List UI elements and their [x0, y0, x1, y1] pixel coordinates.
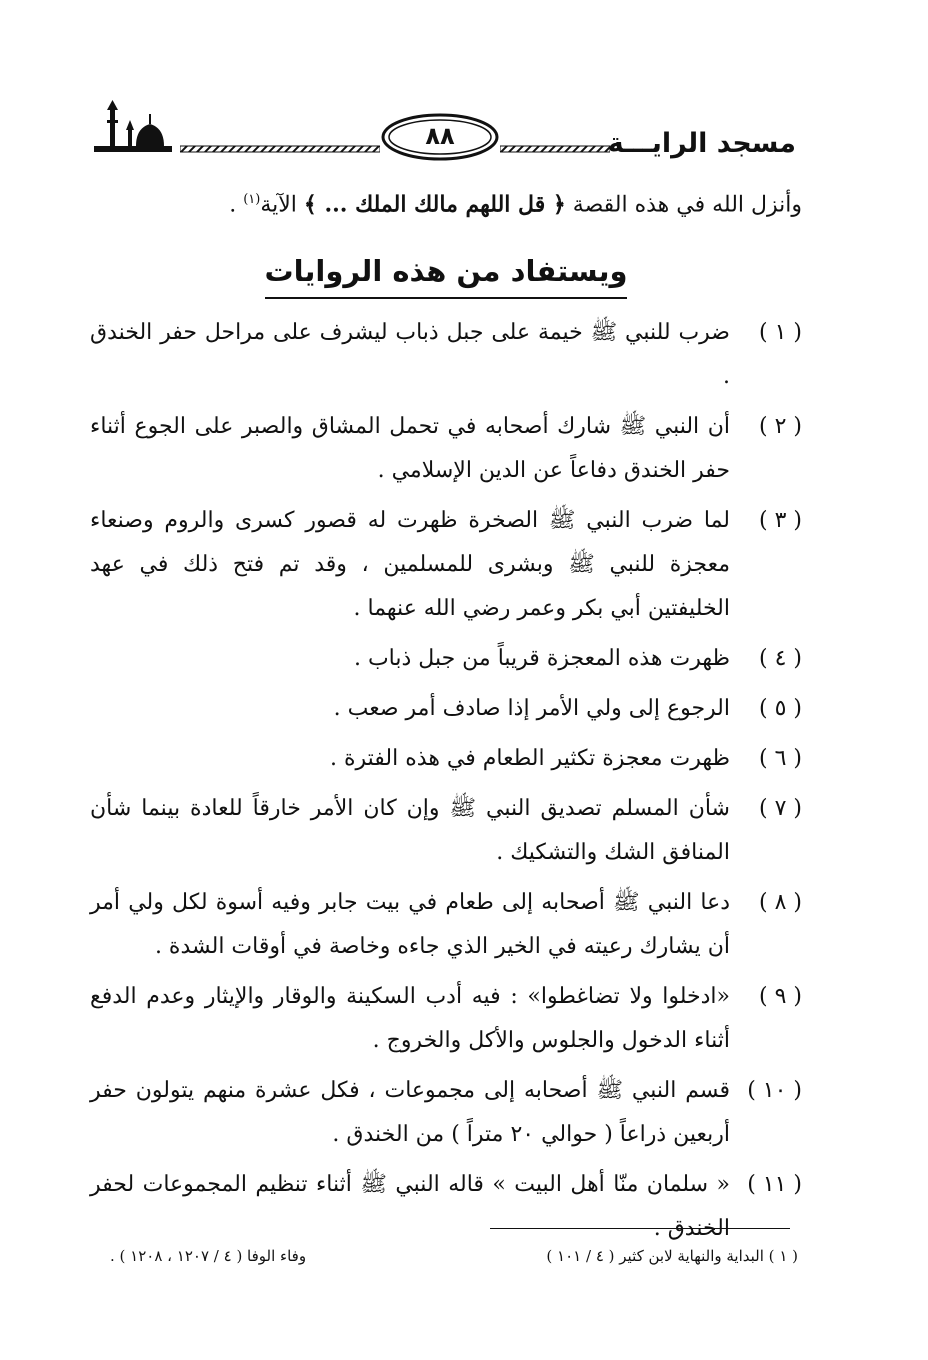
item-number: ( ١١ ) [747, 1172, 802, 1198]
item-text: « سلمان منّا أهل البيت » قاله النبي ﷺ أثناء تنظيم المجموعات لحفر الخندق . [90, 1172, 730, 1242]
item-text: دعا النبي ﷺ أصحابه إلى طعام في بيت جابر وفيه أسوة لكل ولي أمر أن يشارك رعيته في الخير الذي جاءه وخاصة في أوقات الشدة . [90, 890, 730, 960]
item-text: ظهرت هذه المعجزة قريباً من جبل ذباب . [353, 646, 730, 672]
footnote-source-1: ( ١ ) البداية والنهاية لابن كثير ( ٤ / ١٠١ ) [546, 1247, 798, 1265]
list-item [90, 637, 802, 681]
list-item [90, 1163, 802, 1251]
item-number: ( ٩ ) [759, 984, 802, 1010]
list-item [90, 499, 802, 631]
item-text: ظهرت معجزة تكثير الطعام في هذه الفترة . [330, 746, 730, 772]
page-number: ٨٨ [425, 122, 455, 150]
page-header [0, 0, 928, 180]
section-heading: ويستفاد من هذه الروايات [265, 249, 628, 299]
book-title: مسجد الرايـــة [607, 128, 796, 159]
item-text: الرجوع إلى ولي الأمر إذا صادف أمر صعب . [333, 696, 730, 722]
intro-end: . [229, 192, 237, 218]
item-number: ( ٨ ) [759, 890, 802, 916]
item-text: قسم النبي ﷺ أصحابه إلى مجموعات ، فكل عشرة منهم يتولون حفر أربعين ذراعاً ( حوالي ٢٠ متراً ) من الخندق . [90, 1078, 730, 1148]
footnote-divider [490, 1228, 790, 1229]
list-item [90, 687, 802, 731]
item-number: ( ٤ ) [759, 646, 802, 672]
rope-divider-right [500, 145, 610, 153]
rope-divider-left [180, 145, 380, 153]
intro-after: الآية [260, 192, 297, 218]
quran-verse: ﴿ قل اللهم مالك الملك ... ﴾ [303, 191, 566, 218]
item-number: ( ١ ) [759, 320, 802, 346]
page-body [90, 178, 802, 1257]
intro-text: وأنزل الله في هذه القصة [572, 192, 802, 218]
item-text: لما ضرب النبي ﷺ الصخرة ظهرت له قصور كسرى والروم وصنعاء معجزة للنبي ﷺ وبشرى للمسلمين ، وقد تم فتح ذلك في عهد الخليفتين أبي بكر وعمر رضي الله عنهما . [90, 508, 730, 622]
intro-line [90, 178, 802, 227]
item-number: ( ٥ ) [759, 696, 802, 722]
item-number: ( ٦ ) [759, 746, 802, 772]
list-item [90, 881, 802, 969]
item-text: ضرب للنبي ﷺ خيمة على جبل ذباب ليشرف على مراحل حفر الخندق . [90, 320, 730, 390]
mosque-icon [92, 100, 174, 158]
list-item [90, 311, 802, 399]
list-item [90, 405, 802, 493]
lessons-list [90, 311, 802, 1251]
item-number: ( ١٠ ) [747, 1078, 802, 1104]
list-item [90, 975, 802, 1063]
footnote-ref[interactable]: (١) [243, 192, 261, 207]
list-item [90, 787, 802, 875]
item-number: ( ٣ ) [759, 508, 802, 534]
list-item [90, 1069, 802, 1157]
item-text: «ادخلوا ولا تضاغطوا» : فيه أدب السكينة والوقار والإيثار وعدم الدفع أثناء الدخول والجلوس والأكل والخروج . [90, 984, 730, 1054]
list-item [90, 737, 802, 781]
item-number: ( ٧ ) [759, 796, 802, 822]
item-number: ( ٢ ) [759, 414, 802, 440]
footnote [110, 1242, 798, 1270]
item-text: شأن المسلم تصديق النبي ﷺ وإن كان الأمر خارقاً للعادة بينما شأن المنافق الشك والتشكيك . [90, 796, 730, 866]
footnote-source-2: وفاء الوفا ( ٤ / ١٢٠٧ ، ١٢٠٨ ) . [110, 1247, 307, 1265]
item-text: أن النبي ﷺ شارك أصحابه في تحمل المشاق والصبر على الجوع أثناء حفر الخندق دفاعاً عن الدين الإسلامي . [90, 414, 730, 484]
